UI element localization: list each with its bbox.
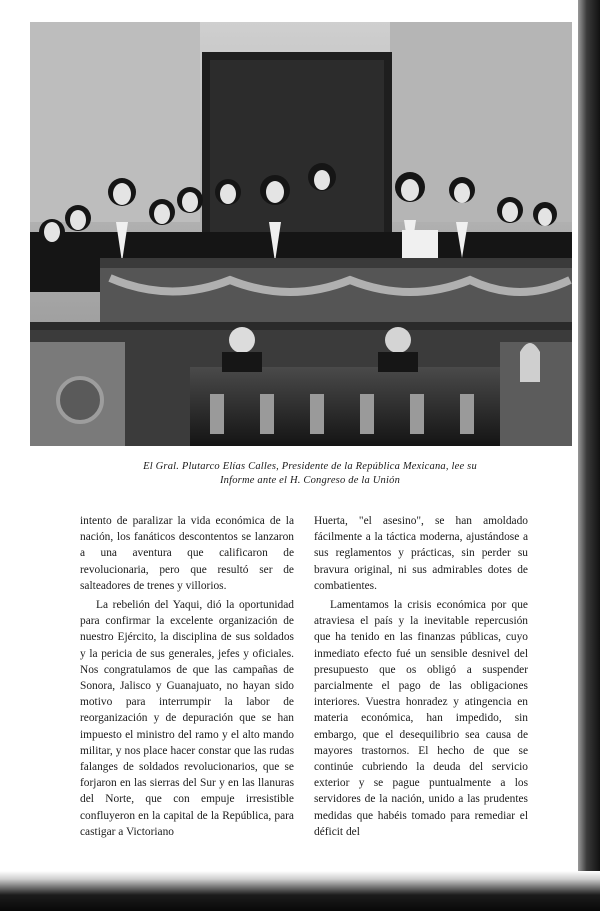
caption-line-1: El Gral. Plutarco Elías Calles, Presidente de la República Mexicana, lee su [143, 461, 477, 472]
left-column [80, 513, 294, 840]
paragraph: La rebelión del Yaqui, dió la oportunidad para confirmar la excelente organización de nuestro Ejército, la disciplina de sus soldados y la pericia de sus generales, jefes y oficiales. Nos congratulamos de que las campañas de Sonora, Jalisco y Guanajuato, no hayan sido motivo para interrumpir la labor de reorganización y de depuración que se han impuesto el ministro del ramo y el alto mando militar, y nos place hacer constar que las rudas falanges de soldados revolucionarios, que se forjaron en las sierras del Sur y en las llanuras del Norte, que con empuje irresistible confluyeron en la capital de la República, para castigar a Victoriano [80, 599, 294, 838]
congress-photograph [30, 22, 572, 446]
photo-caption [60, 460, 560, 488]
caption-line-2: Informe ante el H. Congreso de la Unión [219, 475, 401, 486]
paragraph: Huerta, "el asesino", se han amoldado fácilmente a la táctica moderna, ajustándose a sus reglamentos y prácticas, sin perder su bravura original, ni sus admirables dotes de combatientes. [314, 515, 528, 592]
scan-edge-right [578, 0, 600, 911]
paragraph: intento de paralizar la vida económica de la nación, los fanáticos descontentos se lanzaron a una aventura que calificaron de revolucionaria, pero que resultó ser de salteadores de trenes y villorios. [80, 515, 294, 592]
scan-edge-bottom [0, 871, 600, 911]
right-column [314, 513, 528, 840]
paragraph: Lamentamos la crisis económica por que atraviesa el país y la inevitable repercusión que ha tenido en las finanzas públicas, cuyo inmediato efecto fué un sensible desnivel del presupuesto que os obligó a suspender parcialmente el pago de las obligaciones interiores. Vuestra honradez y atingencia en materia económica, han impedido, sin embargo, que el desequilibrio sea causa de mayores trastornos. El hecho de que se continúe cubriendo la deuda del servicio exterior y se pague puntualmente a los servidores de la nación, unido a las prudentes medidas que habéis tomado para remediar el déficit del [314, 599, 528, 838]
